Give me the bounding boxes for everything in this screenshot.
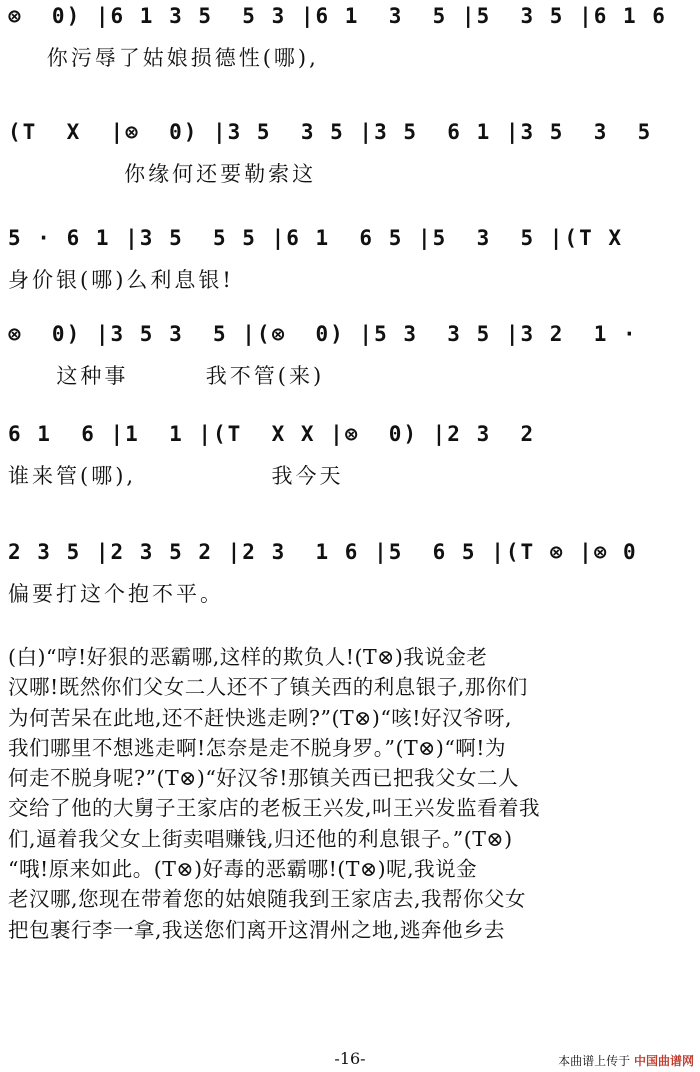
dialogue-text (8, 642, 692, 945)
lyrics-line: 偏要打这个抱不平。 (8, 582, 224, 606)
prose-line: 们,逼着我父女上街卖唱赚钱,归还他的利息银子。”(T⊗) (8, 826, 513, 851)
lyrics-line: 你污辱了姑娘损德性(哪), (8, 46, 319, 70)
watermark-prefix: 本曲谱上传于 (558, 1054, 631, 1068)
prose-line: 汉哪!既然你们父女二人还不了镇关西的利息银子,那你们 (8, 675, 528, 700)
prose-line: 我们哪里不想逃走啊!怎奈是走不脱身罗。”(T⊗)“啊!为 (8, 735, 507, 760)
notation-line: ⊗ 0) |6 1 3 5 5 3 |6 1 3 5 |5 3 5 |6 1 6 (8, 4, 667, 28)
watermark (558, 1052, 694, 1069)
prose-line: 交给了他的大舅子王家店的老板王兴发,叫王兴发监看着我 (8, 796, 541, 821)
prose-line: 老汉哪,您现在带着您的姑娘随我到王家店去,我帮你父女 (8, 887, 527, 912)
prose-line: 把包裹行李一拿,我送您们离开这渭州之地,逃奔他乡去 (8, 917, 506, 942)
prose-line: (白)“哼!好狠的恶霸哪,这样的欺负人!(T⊗)我说金老 (8, 645, 488, 669)
notation-line: 6 1 6 |1 1 |(T X X |⊗ 0) |2 3 2 (8, 422, 536, 446)
notation-line: (T X |⊗ 0) |3 5 3 5 |3 5 6 1 |3 5 3 5 (8, 120, 653, 144)
prose-line: “哦!原来如此。(T⊗)好毒的恶霸哪!(T⊗)呢,我说金 (8, 857, 478, 882)
notation-line: 2 3 5 |2 3 5 2 |2 3 1 6 |5 6 5 |(T ⊗ |⊗ 0 (8, 540, 638, 564)
lyrics-line: 你缘何还要勒索这 (8, 162, 317, 186)
lyrics-line: 这种事 我不管(来) (8, 364, 325, 388)
prose-line: 为何苦呆在此地,还不赶快逃走咧?”(T⊗)“咳!好汉爷呀, (8, 705, 513, 730)
lyrics-line: 谁来管(哪), 我今天 (8, 464, 344, 488)
notation-line: ⊗ 0) |3 5 3 5 |(⊗ 0) |5 3 3 5 |3 2 1 · (8, 322, 638, 346)
page-number: -16- (334, 1049, 366, 1068)
lyrics-line: 身价银(哪)么利息银! (8, 268, 234, 292)
prose-line: 何走不脱身呢?”(T⊗)“好汉爷!那镇关西已把我父女二人 (8, 766, 520, 791)
watermark-site: 中国曲谱网 (633, 1054, 694, 1068)
notation-line: 5 · 6 1 |3 5 5 5 |6 1 6 5 |5 3 5 |(T X (8, 226, 624, 250)
